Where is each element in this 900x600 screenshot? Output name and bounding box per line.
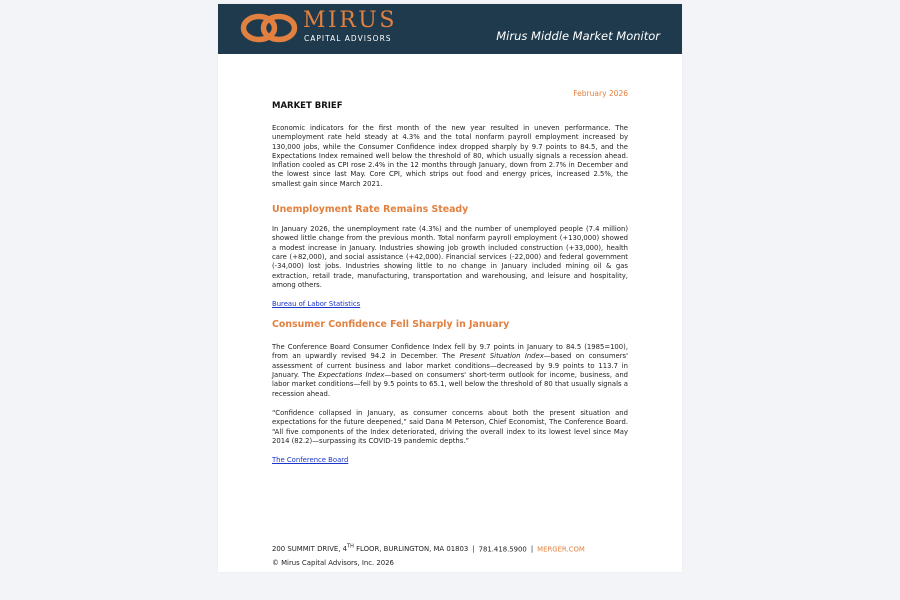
phone-number: 781.418.5900 <box>478 545 527 554</box>
consumer-confidence-paragraph <box>272 343 628 399</box>
header-banner <box>218 4 682 54</box>
unemployment-paragraph: In January 2026, the unemployment rate (4.3%) and the number of unemployed people (7.4 million) showed little change from the previous month. Total nonfarm payroll employment (+130,000) showed a modest increase in January. Industries showing job growth included construction (+33,000), health care (+82,000), and social assistance (+42,000). Financial services (-22,000) and federal government (-34,000) lost jobs. Industries showing little to no change in January included mining oil & gas extraction, retail trade, manufacturing, transportation and warehousing, and leisure and hospitality, among others. <box>272 225 628 289</box>
article-body <box>272 101 628 464</box>
separator: | <box>472 545 475 554</box>
address-text: 200 SUMMIT DRIVE, 4TH FLOOR, BURLINGTON, MA 01803 <box>272 544 469 554</box>
publication-title: Mirus Middle Market Monitor <box>496 29 660 43</box>
market-brief-heading: MARKET BRIEF <box>272 101 343 111</box>
economist-quote: “Confidence collapsed in January, as consumer concerns about both the present situation and expectations for the future deepened,” said Dana M Peterson, Chief Economist, The Conference Board. “All five components of the Index deteriorated, driving the overall index to its lowest level since May 2014 (82.2)—surpassing its COVID-19 pandemic depths.” <box>272 408 628 445</box>
brand-tagline: CAPITAL ADVISORS <box>304 34 392 43</box>
summary-paragraph: Economic indicators for the first month of the new year resulted in uneven performance. The unemployment rate held steady at 4.3% and the total nonfarm payroll employment increased by 130,000 jobs, while the Consumer Confidence index dropped sharply by 9.7 points to 84.5, and the Expectations Index remained well below the threshold of 80, which usually signals a recession ahead. Inflation cooled as CPI rose 2.4% in the 12 months through January, down from 2.7% in December and the lowest since last May. Core CPI, which strips out food and energy prices, increased 2.5%, the smallest gain since March 2021. <box>272 124 628 188</box>
page-footer <box>272 544 652 567</box>
cc-text-2: —based on consumers' assessment of current business and labor market conditions—decreased by 9.9 points to 113.7 in January. The <box>272 352 628 380</box>
unemployment-heading: Unemployment Rate Remains Steady <box>272 204 469 216</box>
issue-date: February 2026 <box>573 89 628 98</box>
bls-source-link[interactable]: Bureau of Labor Statistics <box>272 300 361 309</box>
consumer-confidence-heading: Consumer Confidence Fell Sharply in January <box>272 319 510 331</box>
document-page <box>218 4 682 572</box>
cc-text-1: The Conference Board Consumer Confidence Index fell by 9.7 points in January to 84.5 (1985=100), from an upwardly revised 94.2 in December. The <box>272 343 628 361</box>
contact-line <box>272 544 652 553</box>
cc-text-3: —based on consumers' short-term outlook for income, business, and labor market conditions—fell by 9.5 points to 65.1, well below the threshold of 80 that usually signals a recession ahead. <box>272 371 628 398</box>
mirus-logo-icon <box>240 12 298 44</box>
separator: | <box>530 545 534 554</box>
conference-board-source-link[interactable]: The Conference Board <box>272 456 349 465</box>
website-link[interactable]: MERGER.COM <box>537 545 585 554</box>
brand-name: MIRUS <box>303 8 397 33</box>
expectations-index-term: Expectations Index <box>318 371 385 380</box>
present-situation-index-term: Present Situation Index <box>459 352 544 361</box>
copyright-text: © Mirus Capital Advisors, Inc. 2026 <box>272 559 394 568</box>
